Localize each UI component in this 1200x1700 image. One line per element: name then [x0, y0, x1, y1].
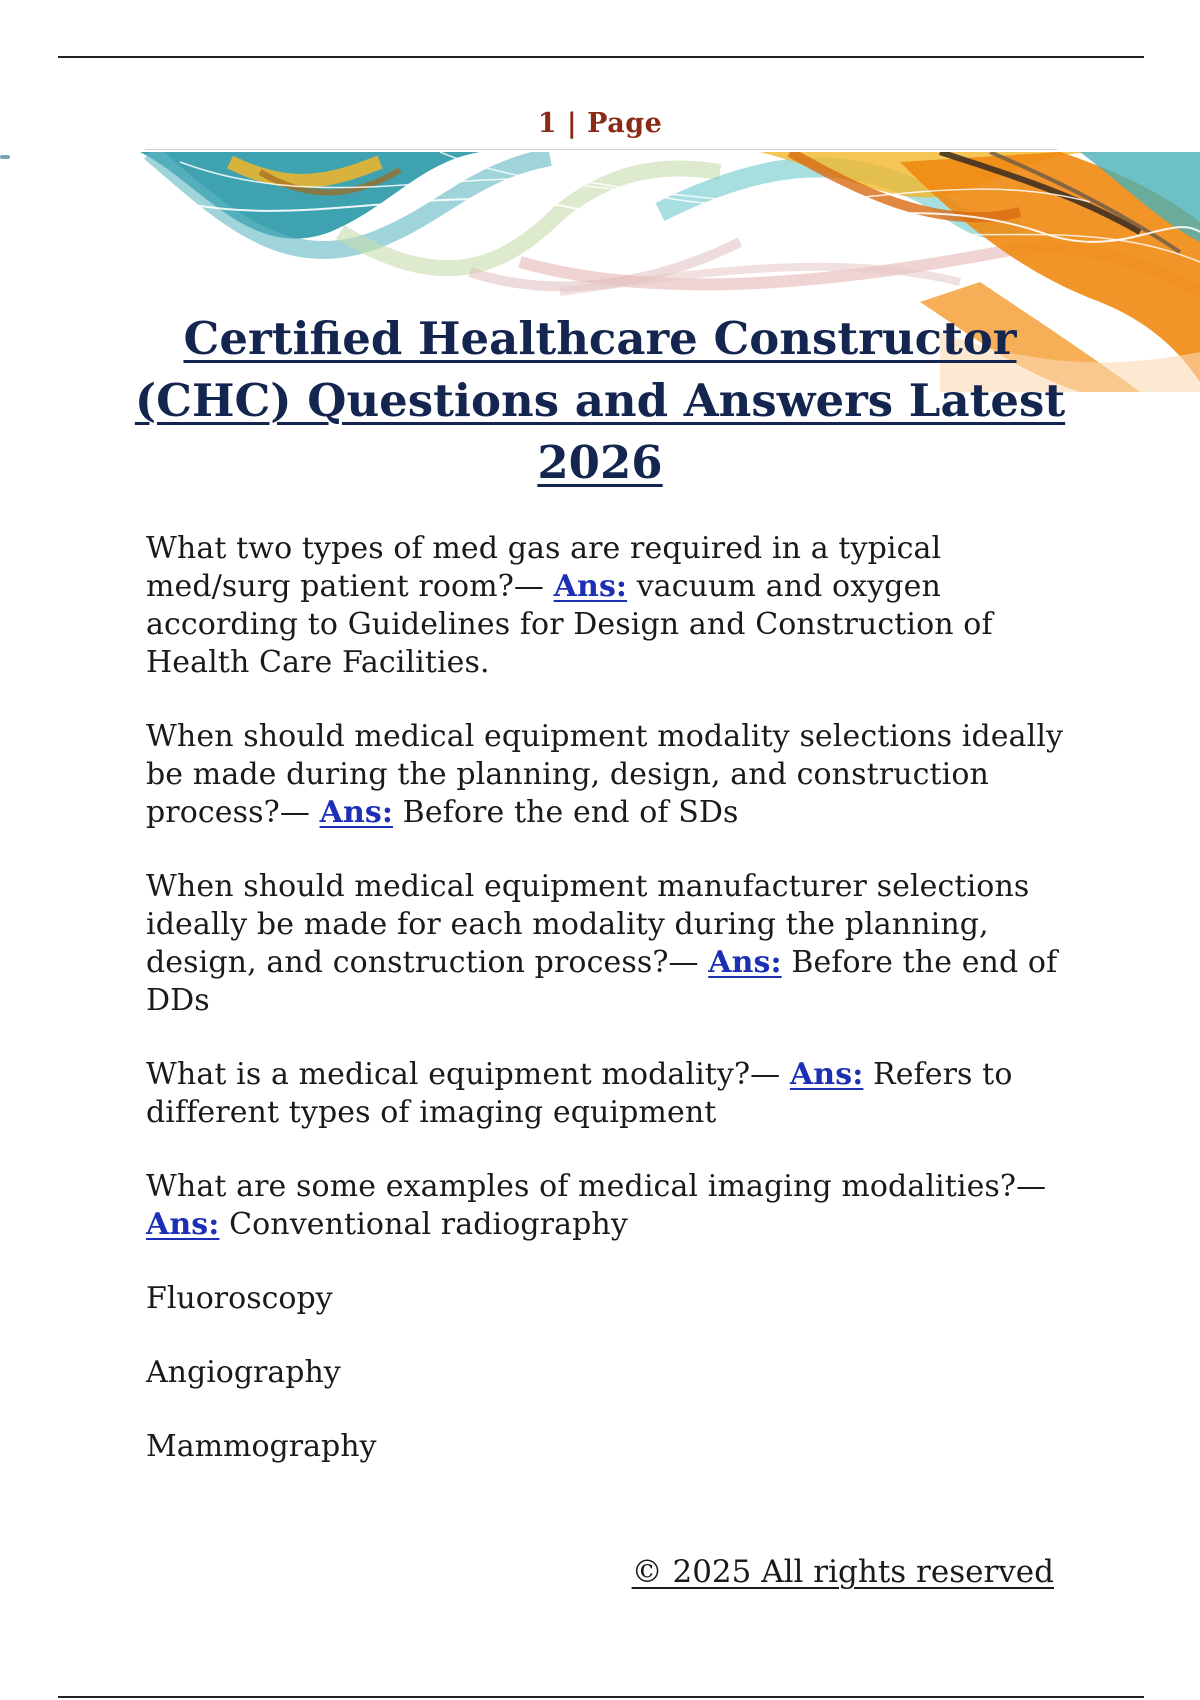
qa-item — [146, 718, 1066, 832]
top-rule — [58, 56, 1144, 58]
modality-line: Angiography — [146, 1355, 341, 1390]
modality-line: Mammography — [146, 1429, 377, 1464]
ans-link[interactable]: Ans: — [319, 795, 394, 830]
copyright-notice: © 2025 All rights reserved — [631, 1554, 1054, 1590]
answer-text: Refers to different types of imaging equipment — [146, 1057, 1013, 1130]
modality-line: Fluoroscopy — [146, 1281, 333, 1316]
ans-link[interactable]: Ans: — [146, 1207, 220, 1242]
document-title: Certified Healthcare Constructor (CHC) Questions and Answers Latest 2026 — [134, 312, 1066, 489]
question-text: When should medical equipment manufacturer selections ideally be made for each modality during the planning, design, and construction process?— — [146, 869, 1030, 980]
ans-link[interactable]: Ans: — [789, 1057, 864, 1092]
ans-link[interactable]: Ans: — [708, 945, 782, 980]
left-edge-mark — [0, 155, 10, 159]
qa-item — [146, 1056, 1066, 1132]
question-text: When should medical equipment modality selections ideally be made during the planning, design, and construction process?— — [146, 719, 1064, 830]
answer-text: Conventional radiography — [229, 1207, 628, 1242]
qa-content — [146, 530, 1066, 1502]
question-text: What two types of med gas are required in a typical med/surg patient room?— — [146, 531, 942, 604]
question-text: What are some examples of medical imaging modalities?— — [146, 1169, 1047, 1204]
ans-link[interactable]: Ans: — [553, 569, 628, 604]
qa-item — [146, 868, 1066, 1020]
answer-text: Before the end of DDs — [146, 945, 1058, 1018]
bottom-rule — [58, 1696, 1144, 1698]
answer-text: vacuum and oxygen according to Guidelines for Design and Construction of Health Care Facilities. — [146, 569, 993, 680]
question-text: What is a medical equipment modality?— — [146, 1057, 781, 1092]
qa-item — [146, 530, 1066, 682]
qa-item — [146, 1168, 1066, 1244]
page-number: 1 | Page — [537, 108, 663, 139]
header-divider — [145, 149, 1057, 150]
answer-text: Before the end of SDs — [402, 795, 739, 830]
